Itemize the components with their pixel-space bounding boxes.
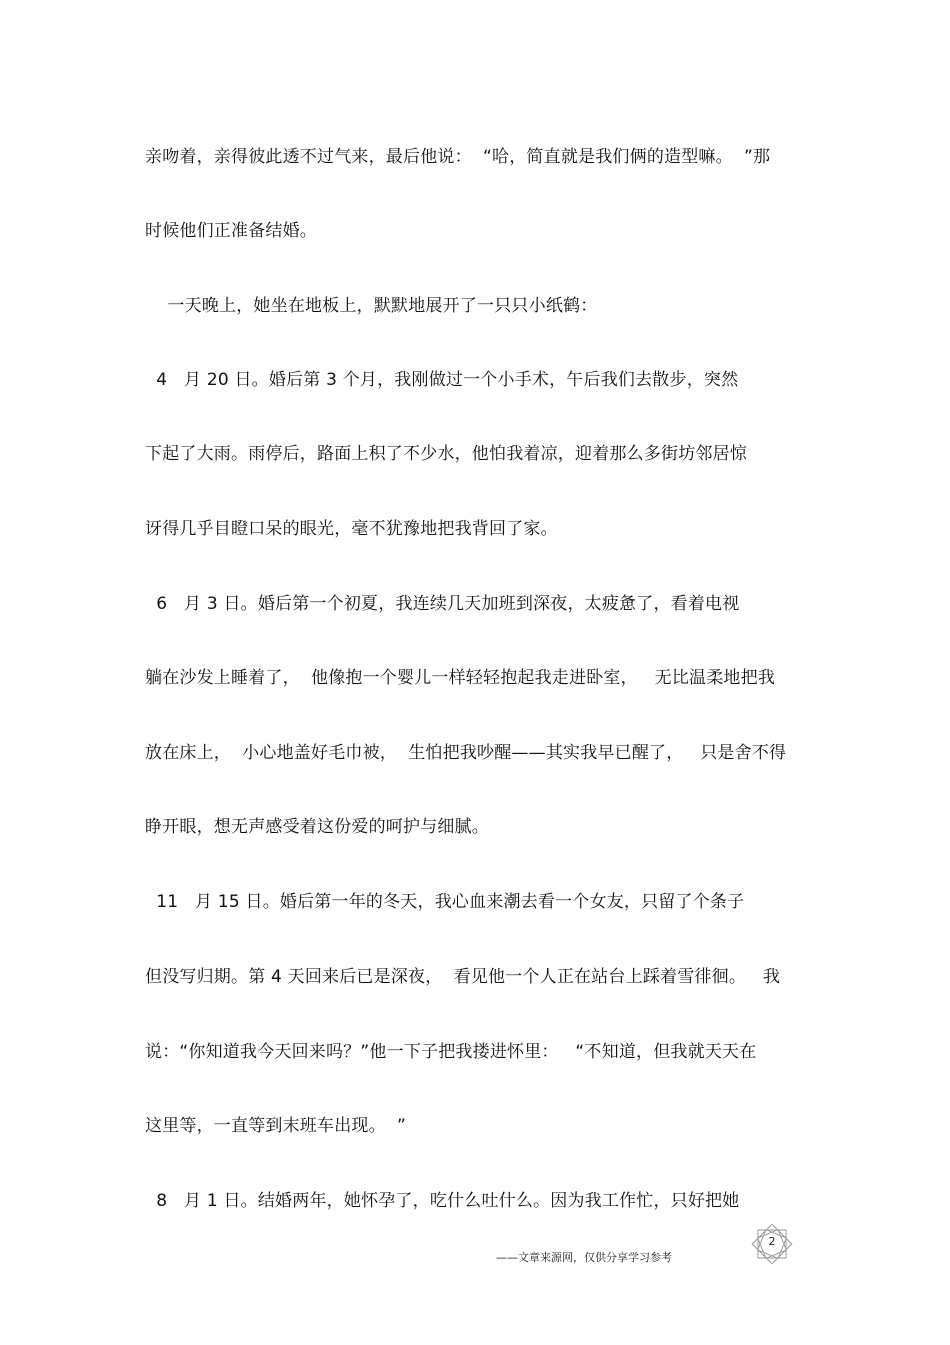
footer-source-note: ——文章来源网，仅供分享学习参考 bbox=[496, 1251, 672, 1264]
text-line: 下起了大雨。雨停后，路面上积了不少水，他怕我着凉，迎着那么多街坊邻居惊 bbox=[145, 444, 747, 464]
text-line: 说：“你知道我今天回来吗？”他一下子把我搂进怀里： “不知道，但我就天天在 bbox=[145, 1042, 757, 1062]
text-line: 这里等，一直等到末班车出现。 ” bbox=[145, 1116, 407, 1136]
text-line: 躺在沙发上睡着了， 他像抱一个婴儿一样轻轻抱起我走进卧室， 无比温柔地把我 bbox=[145, 668, 776, 688]
text-line: 6 月 3 日。婚后第一个初夏，我连续几天加班到深夜，太疲惫了，看着电视 bbox=[145, 594, 740, 614]
text-line: 一天晚上，她坐在地板上，默默地展开了一只只小纸鹤： bbox=[145, 296, 598, 316]
text-line: 但没写归期。第 4 天回来后已是深夜， 看见他一个人正在站台上踩着雪徘徊。 我 bbox=[145, 967, 781, 987]
text-line: 时候他们正准备结婚。 bbox=[145, 221, 317, 241]
text-line: 睁开眼，想无声感受着这份爱的呵护与细腻。 bbox=[145, 817, 489, 837]
text-line: 4 月 20 日。婚后第 3 个月，我刚做过一个小手术，午后我们去散步，突然 bbox=[145, 370, 739, 390]
text-line: 讶得几乎目瞪口呆的眼光，毫不犹豫地把我背回了家。 bbox=[145, 519, 558, 539]
text-line: 亲吻着，亲得彼此透不过气来，最后他说： “哈，简直就是我们俩的造型嘛。 ”那 bbox=[145, 147, 771, 167]
text-line: 11 月 15 日。婚后第一年的冬天，我心血来潮去看一个女友，只留了个条子 bbox=[145, 892, 745, 912]
page-number-badge bbox=[748, 1220, 796, 1268]
page-number: 2 bbox=[768, 1235, 776, 1248]
text-line: 放在床上， 小心地盖好毛巾被， 生怕把我吵醒——其实我早已醒了， 只是舍不得 bbox=[145, 743, 787, 763]
text-line: 8 月 1 日。结婚两年，她怀孕了，吃什么吐什么。因为我工作忙，只好把她 bbox=[145, 1191, 740, 1211]
